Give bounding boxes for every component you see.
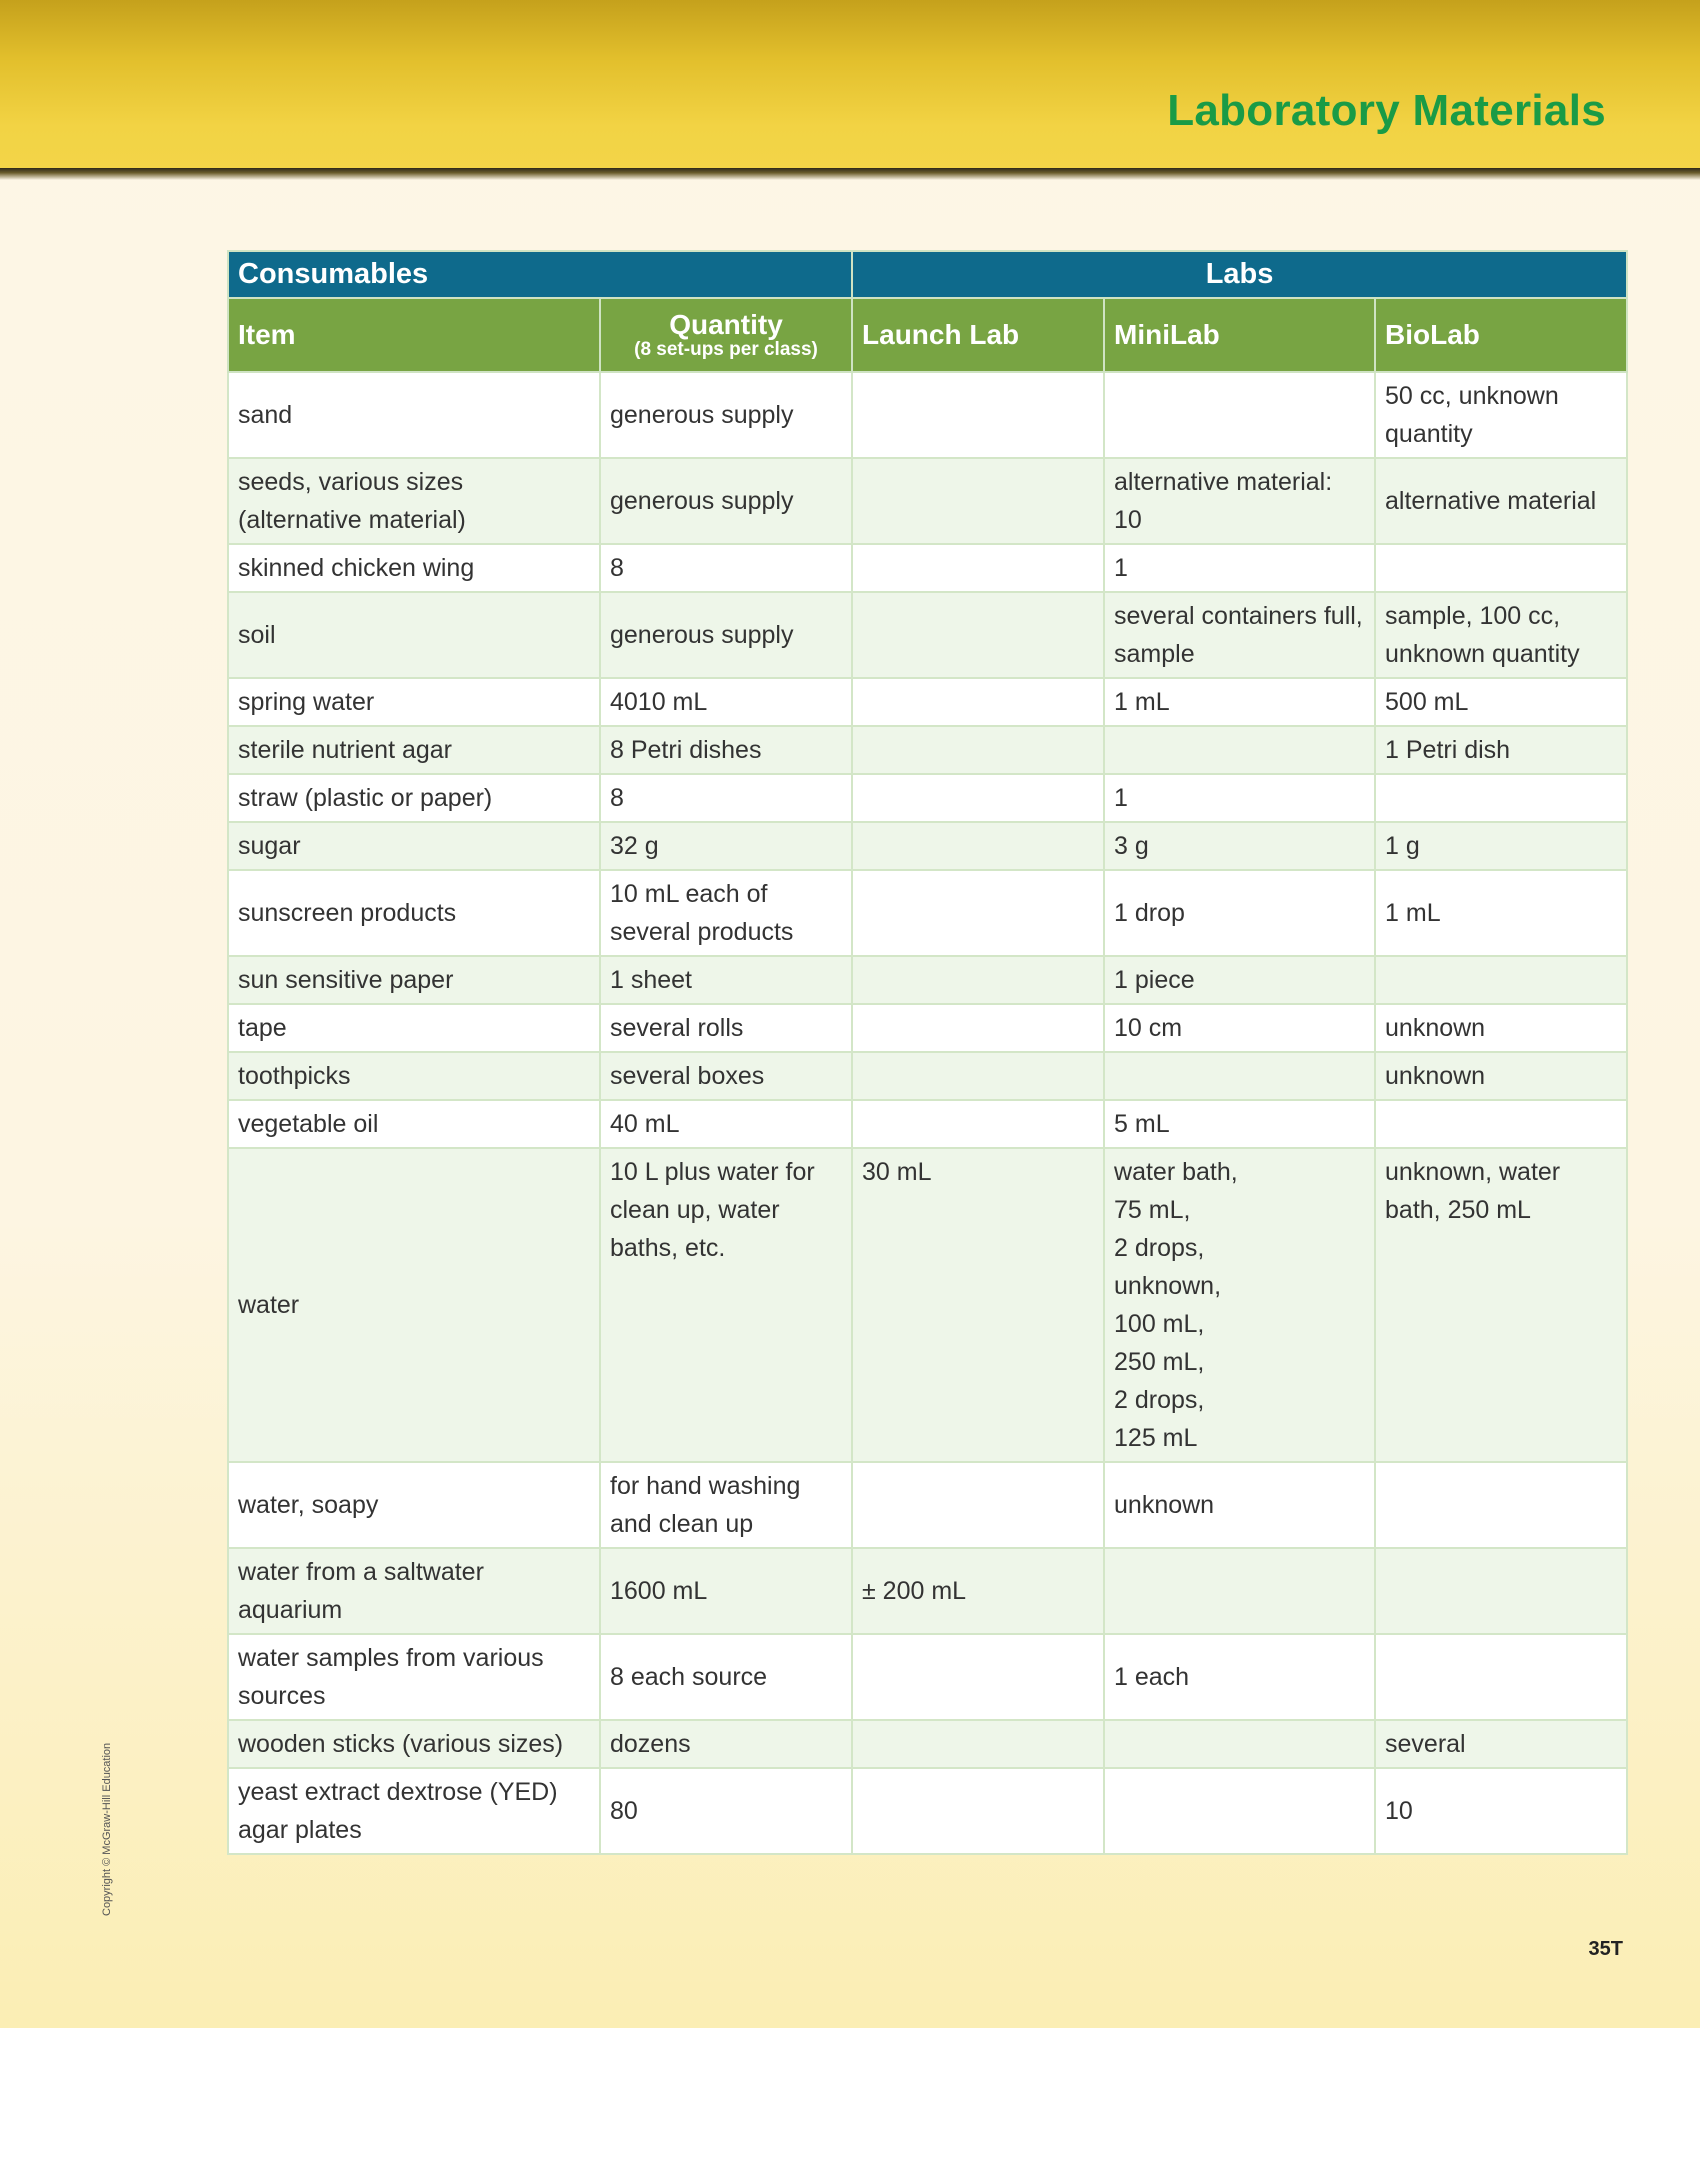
cell-item: toothpicks	[228, 1052, 600, 1100]
cell-biolab: unknown	[1375, 1052, 1627, 1100]
cell-minilab	[1104, 726, 1375, 774]
table-row	[228, 1548, 1627, 1634]
cell-item: sugar	[228, 822, 600, 870]
minilab-line: 250 mL,	[1114, 1348, 1205, 1376]
cell-item: sterile nutrient agar	[228, 726, 600, 774]
cell-launch-lab	[852, 726, 1104, 774]
cell-launch-lab	[852, 1100, 1104, 1148]
cell-item: soil	[228, 592, 600, 678]
table-row	[228, 1720, 1627, 1768]
cell-biolab	[1375, 956, 1627, 1004]
cell-quantity: 1 sheet	[600, 956, 852, 1004]
cell-launch-lab	[852, 870, 1104, 956]
cell-minilab	[1104, 1720, 1375, 1768]
cell-quantity: several boxes	[600, 1052, 852, 1100]
table-row	[228, 544, 1627, 592]
cell-minilab: 1	[1104, 774, 1375, 822]
table-row	[228, 678, 1627, 726]
cell-launch-lab	[852, 774, 1104, 822]
cell-biolab: unknown	[1375, 1004, 1627, 1052]
table-row	[228, 1004, 1627, 1052]
cell-biolab: 1 mL	[1375, 870, 1627, 956]
table-row	[228, 1148, 1627, 1462]
cell-minilab: unknown	[1104, 1462, 1375, 1548]
cell-quantity: 8	[600, 544, 852, 592]
materials-table	[227, 250, 1628, 1855]
page-margin-bottom	[0, 2028, 1700, 2175]
cell-biolab: 10	[1375, 1768, 1627, 1854]
cell-launch-lab	[852, 458, 1104, 544]
table-row	[228, 1100, 1627, 1148]
cell-quantity: 8 each source	[600, 1634, 852, 1720]
cell-quantity: several rolls	[600, 1004, 852, 1052]
column-header-quantity	[600, 298, 852, 372]
table-row	[228, 1768, 1627, 1854]
group-header-row	[228, 251, 1627, 298]
cell-biolab: several	[1375, 1720, 1627, 1768]
cell-item: spring water	[228, 678, 600, 726]
group-header-consumables: Consumables	[228, 251, 852, 298]
cell-launch-lab	[852, 544, 1104, 592]
table-body	[228, 372, 1627, 1854]
cell-launch-lab	[852, 1004, 1104, 1052]
cell-minilab	[1104, 1548, 1375, 1634]
cell-minilab: alternative material: 10	[1104, 458, 1375, 544]
cell-minilab: 1 mL	[1104, 678, 1375, 726]
cell-item: tape	[228, 1004, 600, 1052]
cell-launch-lab	[852, 956, 1104, 1004]
column-header-launch-lab: Launch Lab	[852, 298, 1104, 372]
header-shadow	[0, 168, 1700, 180]
quantity-note: (8 set-ups per class)	[634, 338, 818, 360]
cell-biolab: sample, 100 cc, unknown quantity	[1375, 592, 1627, 678]
minilab-line: unknown,	[1114, 1272, 1222, 1300]
header-band	[0, 0, 1700, 168]
minilab-line: 75 mL,	[1114, 1196, 1191, 1224]
table-row	[228, 458, 1627, 544]
table-row	[228, 1052, 1627, 1100]
page-number: 35T	[1588, 1938, 1623, 1960]
table-row	[228, 592, 1627, 678]
cell-biolab: 1 g	[1375, 822, 1627, 870]
table-row	[228, 956, 1627, 1004]
cell-minilab: 1 piece	[1104, 956, 1375, 1004]
cell-quantity: 1600 mL	[600, 1548, 852, 1634]
cell-launch-lab	[852, 1720, 1104, 1768]
cell-minilab: 5 mL	[1104, 1100, 1375, 1148]
cell-launch-lab	[852, 678, 1104, 726]
cell-item: water samples from various sources	[228, 1634, 600, 1720]
cell-quantity: dozens	[600, 1720, 852, 1768]
cell-minilab: several containers full, sample	[1104, 592, 1375, 678]
page-title: Laboratory Materials	[1167, 86, 1606, 135]
cell-biolab: 1 Petri dish	[1375, 726, 1627, 774]
minilab-line: 100 mL,	[1114, 1310, 1205, 1338]
cell-launch-lab	[852, 1768, 1104, 1854]
cell-quantity: 8	[600, 774, 852, 822]
cell-launch-lab	[852, 1462, 1104, 1548]
cell-biolab	[1375, 1634, 1627, 1720]
cell-item: yeast extract dextrose (YED) agar plates	[228, 1768, 600, 1854]
cell-launch-lab: 30 mL	[852, 1148, 1104, 1462]
cell-minilab	[1104, 1052, 1375, 1100]
cell-biolab: unknown, water bath, 250 mL	[1375, 1148, 1627, 1462]
cell-item: seeds, various sizes (alternative material)	[228, 458, 600, 544]
minilab-line: 2 drops,	[1114, 1234, 1205, 1262]
table-row	[228, 774, 1627, 822]
cell-quantity: 80	[600, 1768, 852, 1854]
cell-quantity: 10 mL each of several products	[600, 870, 852, 956]
cell-item: sun sensitive paper	[228, 956, 600, 1004]
cell-item: sunscreen products	[228, 870, 600, 956]
column-header-biolab: BioLab	[1375, 298, 1627, 372]
cell-item: water	[228, 1148, 600, 1462]
cell-biolab	[1375, 544, 1627, 592]
cell-launch-lab: ± 200 mL	[852, 1548, 1104, 1634]
minilab-line: 125 mL	[1114, 1424, 1198, 1452]
table-row	[228, 726, 1627, 774]
cell-biolab	[1375, 774, 1627, 822]
table-row	[228, 870, 1627, 956]
cell-quantity: 40 mL	[600, 1100, 852, 1148]
table-row	[228, 1462, 1627, 1548]
cell-item: straw (plastic or paper)	[228, 774, 600, 822]
cell-launch-lab	[852, 1634, 1104, 1720]
cell-item: skinned chicken wing	[228, 544, 600, 592]
cell-biolab: alternative material	[1375, 458, 1627, 544]
cell-minilab: 3 g	[1104, 822, 1375, 870]
cell-minilab: 1 drop	[1104, 870, 1375, 956]
table-row	[228, 372, 1627, 458]
cell-item: sand	[228, 372, 600, 458]
cell-quantity: generous supply	[600, 458, 852, 544]
column-header-row	[228, 298, 1627, 372]
cell-minilab	[1104, 1768, 1375, 1854]
cell-quantity: 32 g	[600, 822, 852, 870]
cell-biolab	[1375, 1100, 1627, 1148]
cell-biolab	[1375, 1548, 1627, 1634]
cell-quantity: generous supply	[600, 592, 852, 678]
cell-minilab	[1104, 372, 1375, 458]
cell-minilab: 1 each	[1104, 1634, 1375, 1720]
cell-quantity: 8 Petri dishes	[600, 726, 852, 774]
cell-minilab	[1104, 1148, 1375, 1462]
cell-biolab: 500 mL	[1375, 678, 1627, 726]
column-header-minilab: MiniLab	[1104, 298, 1375, 372]
cell-minilab: 10 cm	[1104, 1004, 1375, 1052]
cell-launch-lab	[852, 592, 1104, 678]
copyright-notice: Copyright © McGraw-Hill Education	[101, 1742, 113, 1916]
column-header-item: Item	[228, 298, 600, 372]
cell-item: water from a saltwater aquarium	[228, 1548, 600, 1634]
cell-quantity: for hand washing and clean up	[600, 1462, 852, 1548]
table-row	[228, 1634, 1627, 1720]
minilab-line: water bath,	[1114, 1158, 1238, 1186]
cell-biolab	[1375, 1462, 1627, 1548]
cell-quantity: 10 L plus water for clean up, water baths, etc.	[600, 1148, 852, 1462]
cell-quantity: generous supply	[600, 372, 852, 458]
cell-item: wooden sticks (various sizes)	[228, 1720, 600, 1768]
cell-launch-lab	[852, 1052, 1104, 1100]
group-header-labs: Labs	[852, 251, 1627, 298]
cell-minilab: 1	[1104, 544, 1375, 592]
table-row	[228, 822, 1627, 870]
cell-quantity: 4010 mL	[600, 678, 852, 726]
cell-launch-lab	[852, 822, 1104, 870]
cell-item: vegetable oil	[228, 1100, 600, 1148]
cell-launch-lab	[852, 372, 1104, 458]
minilab-line: 2 drops,	[1114, 1386, 1205, 1414]
quantity-label: Quantity	[669, 309, 783, 341]
cell-item: water, soapy	[228, 1462, 600, 1548]
cell-biolab: 50 cc, unknown quantity	[1375, 372, 1627, 458]
